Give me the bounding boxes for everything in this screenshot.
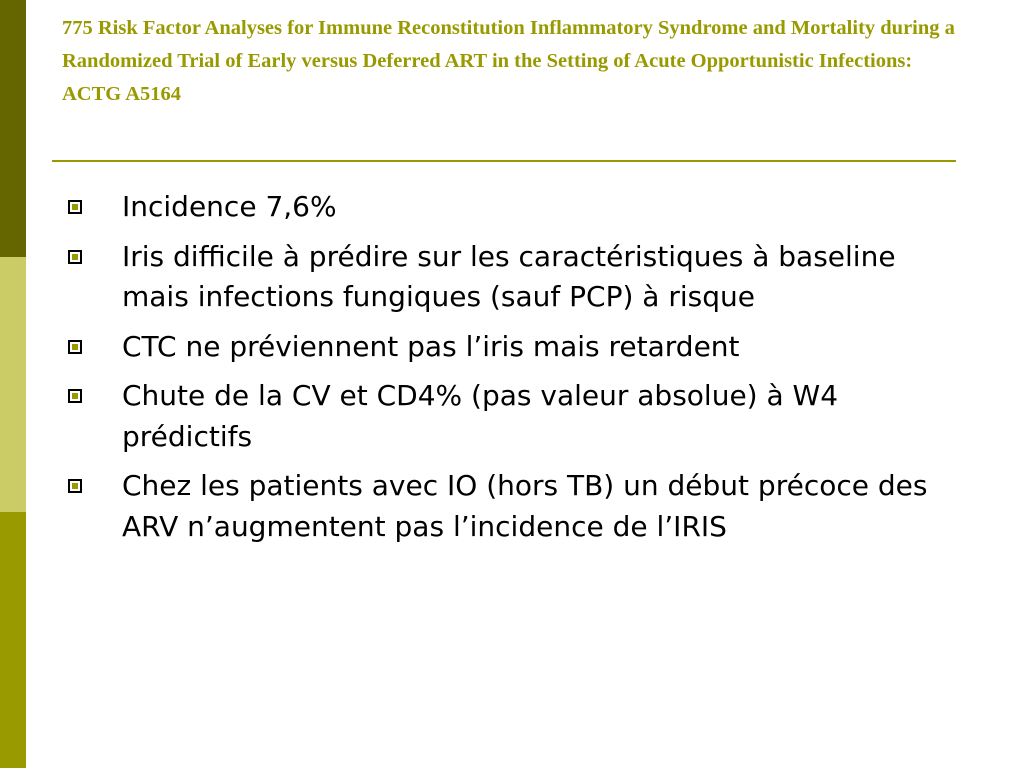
square-bullet-icon (68, 340, 82, 354)
slide-title: 775 Risk Factor Analyses for Immune Reconstitution Inflammatory Syndrome and Mortality during a Randomized Trial of Early versus Deferred ART in the Setting of Acute Opportunistic Infections: ACTG A5164 (62, 17, 955, 105)
bullet-text: Chez les patients avec IO (hors TB) un début précoce des ARV n’augmentent pas l’incidence de l’IRIS (122, 469, 928, 543)
bullet-text: Incidence 7,6% (122, 190, 337, 223)
bullet-item (64, 237, 964, 318)
title-divider (52, 160, 956, 162)
square-bullet-icon (68, 389, 82, 403)
bullet-item (64, 187, 964, 228)
bullet-text: Iris difficile à prédire sur les caractéristiques à baseline mais infections fungiques (sauf PCP) à risque (122, 239, 896, 313)
side-bar-dark-segment (0, 0, 26, 257)
bullet-item (64, 376, 964, 457)
square-bullet-icon (68, 479, 82, 493)
side-bar-light-segment (0, 257, 26, 512)
bullet-text: CTC ne préviennent pas l’iris mais retardent (122, 329, 740, 363)
bullet-text: Chute de la CV et CD4% (pas valeur absolue) à W4 prédictifs (122, 379, 839, 453)
side-bar-olive-segment (0, 512, 26, 768)
bullet-list (64, 187, 964, 556)
bullet-item (64, 466, 964, 547)
square-bullet-icon (68, 250, 82, 264)
square-bullet-icon (68, 200, 82, 214)
bullet-item (64, 327, 964, 368)
